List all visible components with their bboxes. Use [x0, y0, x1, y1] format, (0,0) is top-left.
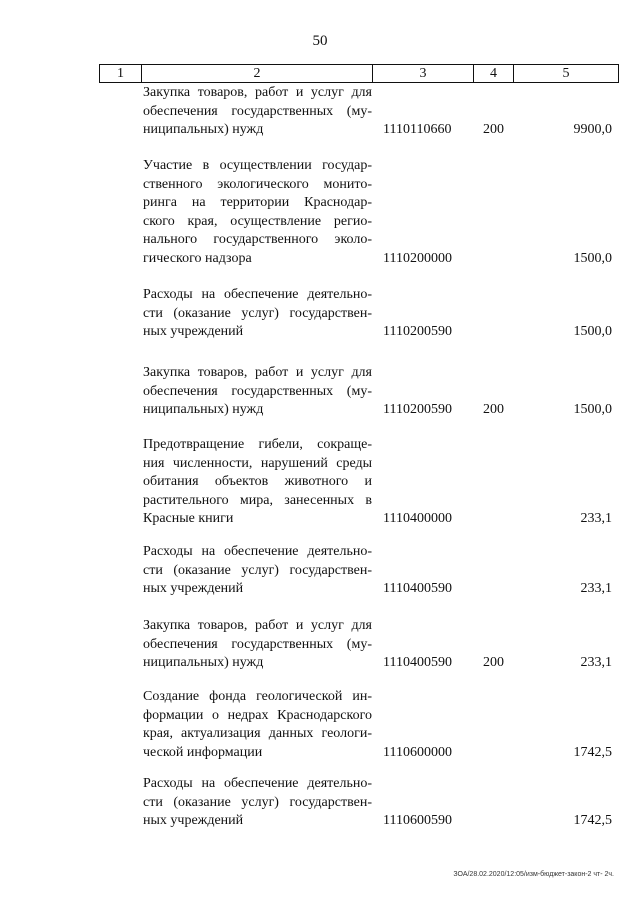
- row-amount: 1742,5: [573, 744, 612, 760]
- description-line: Расходы на обеспечение деятельно-: [143, 544, 372, 559]
- description-line: обеспечения государственных (му-: [143, 383, 372, 399]
- header-col-3: 3: [373, 65, 474, 83]
- row-description: [143, 543, 372, 599]
- description-line: нального государственного эколо-: [143, 232, 372, 248]
- footer-stamp: ЗОА/28.02.2020/12:05/изм-бюджет-закон-2 чт- 2ч.: [453, 871, 614, 878]
- description-line: Закупка товаров, работ и услуг для: [143, 618, 372, 633]
- row-amount: 1742,5: [573, 813, 612, 829]
- description-line: ных учреждений: [143, 581, 244, 597]
- row-code: 1110200590: [383, 402, 452, 418]
- description-line: Закупка товаров, работ и услуг для: [143, 365, 372, 380]
- description-line: формации о недрах Краснодарского: [143, 707, 372, 723]
- description-line: сти (оказание услуг) государствен-: [143, 794, 372, 810]
- row-expense-type: 200: [483, 402, 504, 418]
- row-code: 1110400590: [383, 581, 452, 597]
- description-line: обеспечения государственных (му-: [143, 636, 372, 652]
- row-amount: 1500,0: [573, 402, 612, 418]
- row-amount: 233,1: [580, 581, 612, 597]
- description-line: Создание фонда геологической ин-: [143, 689, 372, 704]
- row-code: 1110200000: [383, 251, 452, 266]
- description-line: края, актуализация данных геологи-: [143, 726, 372, 742]
- description-line: Участие в осуществлении государ-: [143, 158, 372, 173]
- table-header: [99, 64, 619, 83]
- row-description: [143, 286, 372, 342]
- description-line: ческой информации: [143, 744, 263, 760]
- row-amount: 233,1: [580, 655, 612, 671]
- description-line: ринга на территории Краснодар-: [143, 195, 372, 211]
- description-line: сти (оказание услуг) государствен-: [143, 305, 372, 321]
- description-line: ниципальных) нужд: [143, 655, 264, 671]
- row-description: [143, 775, 372, 831]
- row-description: [143, 436, 372, 529]
- description-line: ных учреждений: [143, 813, 244, 829]
- description-line: ных учреждений: [143, 324, 244, 340]
- row-amount: 9900,0: [573, 122, 612, 138]
- description-line: сти (оказание услуг) государствен-: [143, 562, 372, 578]
- description-line: ниципальных) нужд: [143, 402, 264, 418]
- row-code: 1110400590: [383, 655, 452, 671]
- header-col-1: 1: [100, 65, 142, 83]
- row-code: 1110600000: [383, 744, 452, 760]
- row-code: 1110400000: [383, 511, 452, 527]
- description-line: Расходы на обеспечение деятельно-: [143, 287, 372, 302]
- row-expense-type: 200: [483, 655, 504, 671]
- row-description: [143, 364, 372, 420]
- row-description: [143, 617, 372, 673]
- header-col-4: 4: [474, 65, 514, 83]
- row-code: 1110110660: [383, 122, 452, 138]
- row-expense-type: 200: [483, 122, 504, 138]
- description-line: Закупка товаров, работ и услуг для: [143, 85, 372, 100]
- page-number: 50: [312, 33, 328, 49]
- row-amount: 233,1: [580, 511, 612, 527]
- header-col-2: 2: [142, 65, 373, 83]
- description-line: Предотвращение гибели, сокраще-: [143, 437, 372, 452]
- description-line: обеспечения государственных (му-: [143, 103, 372, 119]
- description-line: Расходы на обеспечение деятельно-: [143, 776, 372, 791]
- row-amount: 1500,0: [573, 251, 612, 266]
- header-col-5: 5: [514, 65, 619, 83]
- row-code: 1110200590: [383, 324, 452, 340]
- description-line: Красные книги: [143, 511, 234, 527]
- description-line: гического надзора: [143, 250, 252, 266]
- description-line: ственного экологического монито-: [143, 176, 372, 192]
- row-amount: 1500,0: [573, 324, 612, 340]
- row-code: 1110600590: [383, 813, 452, 829]
- description-line: ниципальных) нужд: [143, 122, 264, 138]
- description-line: растительного мира, занесенных в: [143, 492, 372, 508]
- description-line: обитания объектов животного и: [143, 474, 372, 490]
- description-line: ского края, осуществление регио-: [143, 213, 372, 229]
- description-line: ния численности, нарушений среды: [143, 455, 372, 471]
- row-description: [143, 84, 372, 140]
- row-description: [143, 157, 372, 269]
- row-description: [143, 688, 372, 762]
